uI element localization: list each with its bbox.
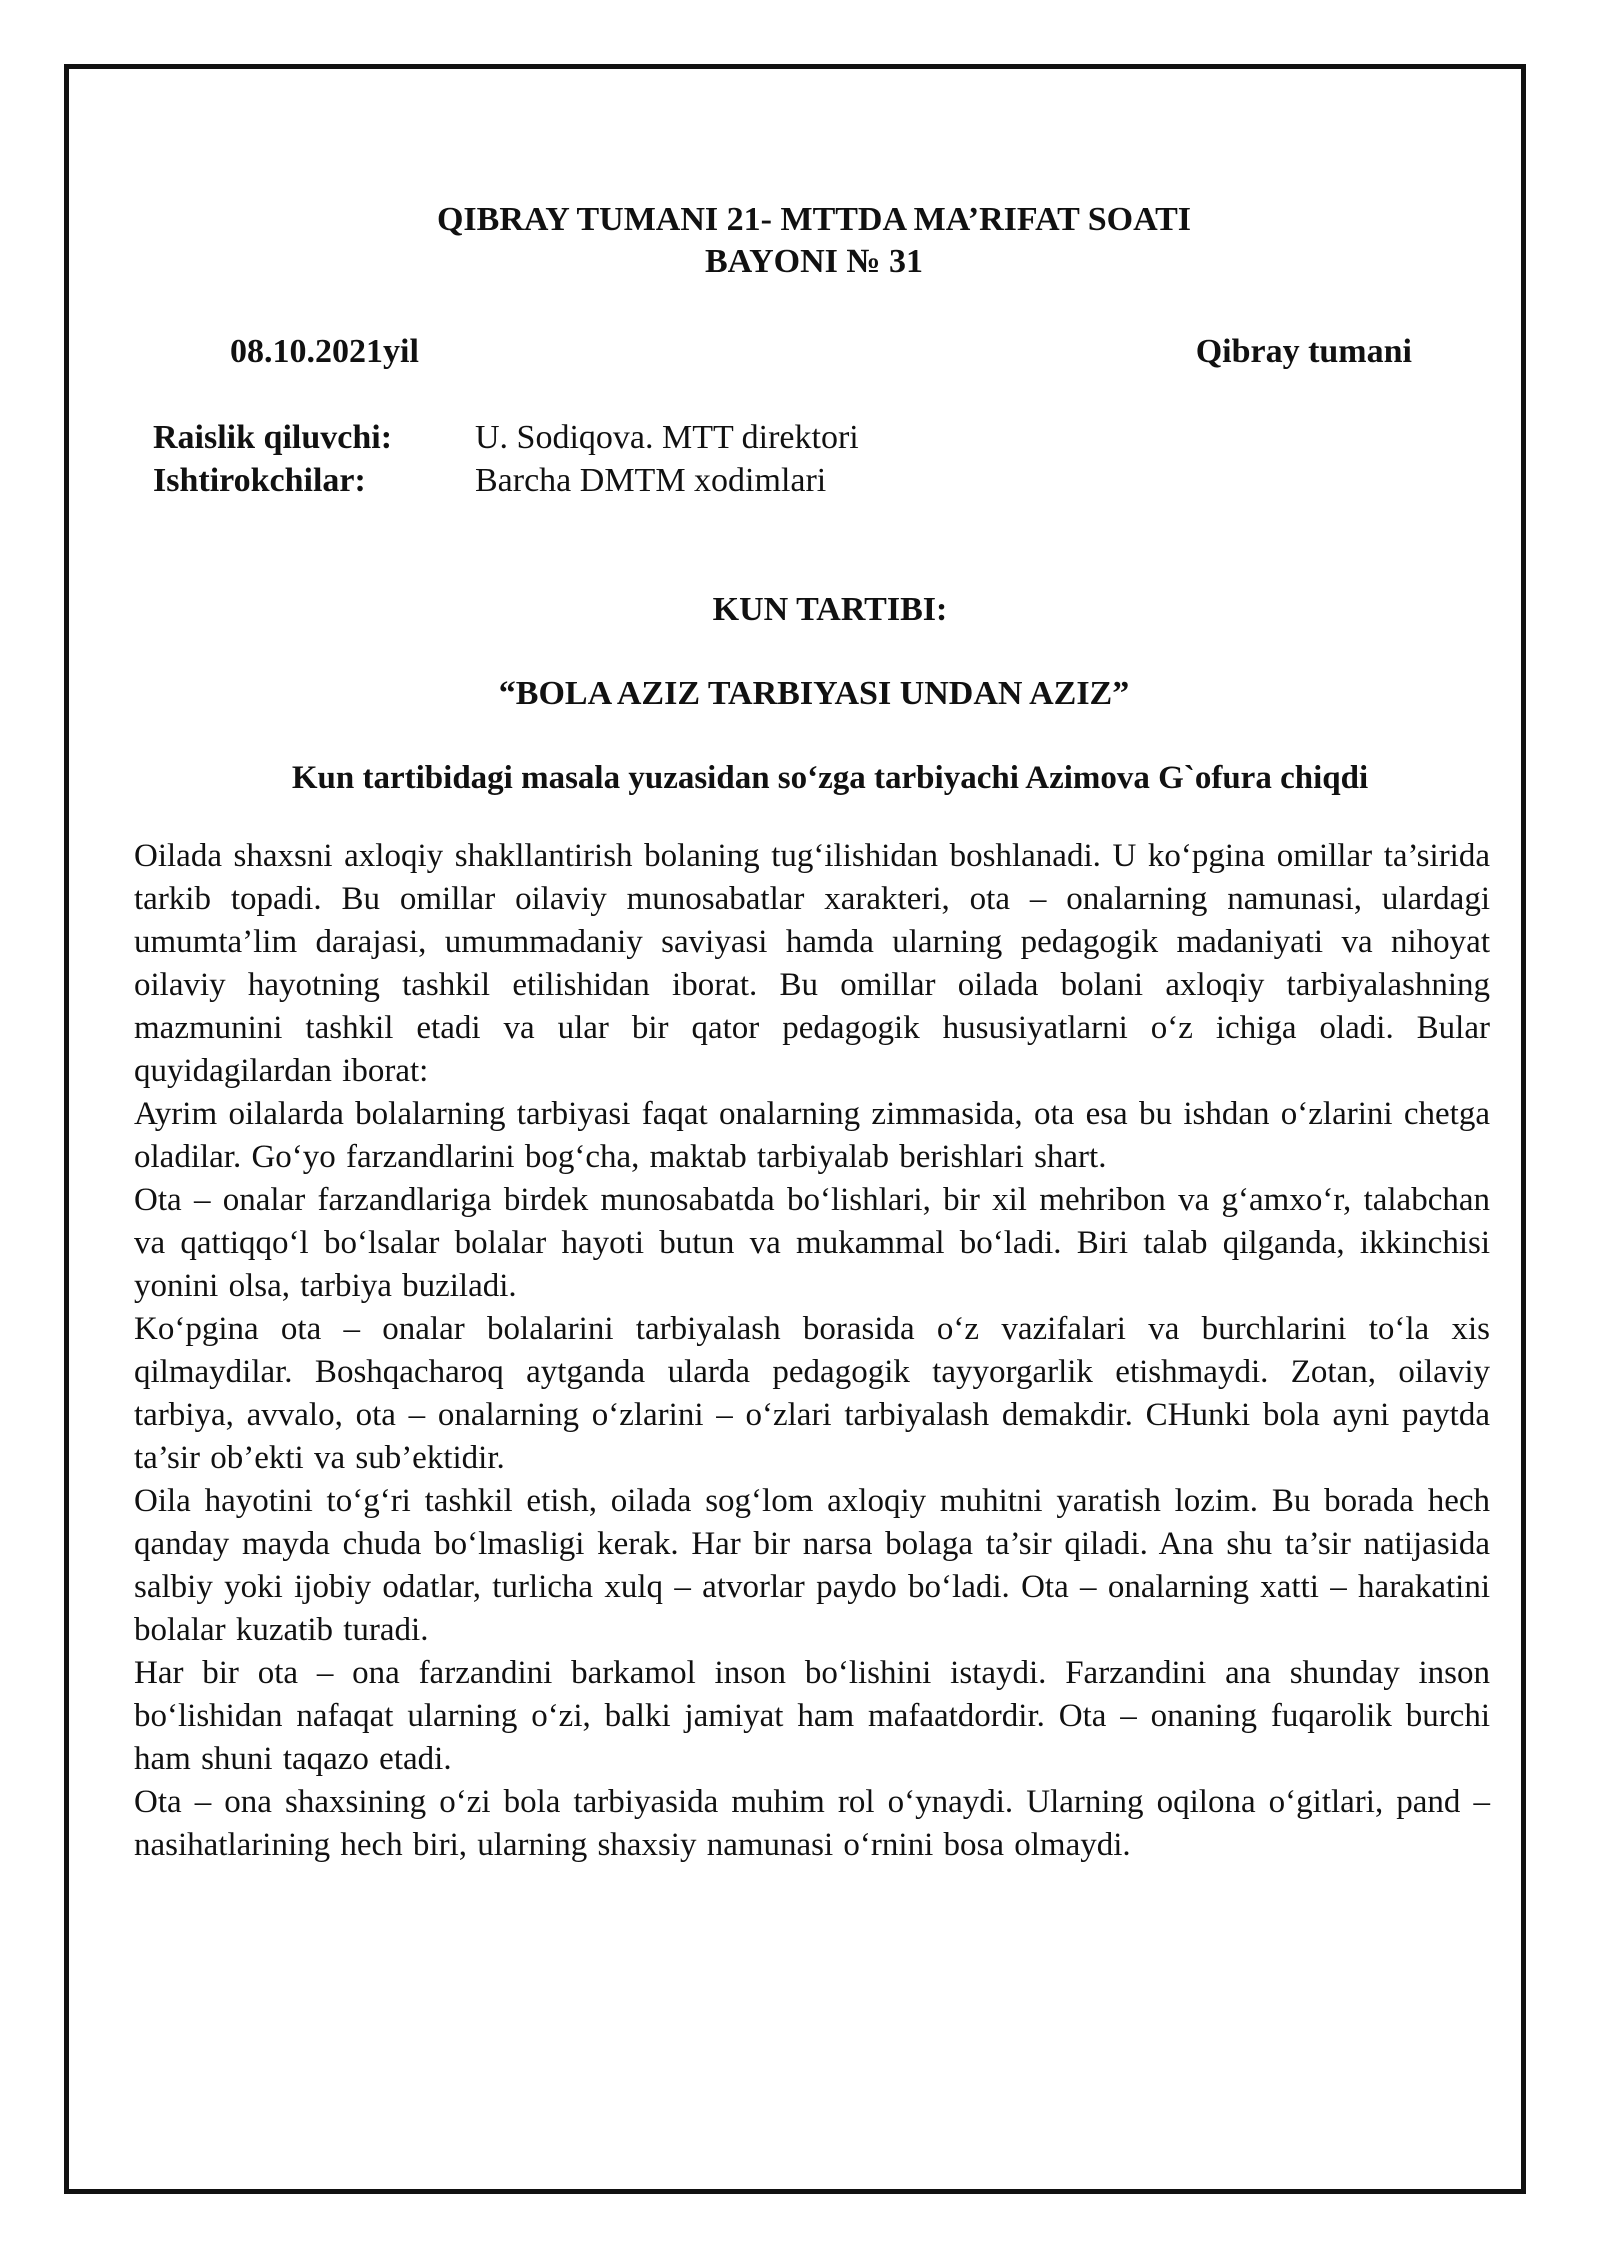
body-paragraph: Oila hayotini to‘g‘ri tashkil etish, oilada sog‘lom axloqiy muhitni yaratish lozim. Bu borada hech qanday mayda chuda bo‘lmasligi kerak. Har bir narsa bolaga ta’sir qiladi. Ana shu ta’sir natijasida salbiy yoki ijobiy odatlar, turlicha xulq – atvorlar paydo bo‘ladi. Ota – onalarning xatti – harakatini bolalar kuzatib turadi. [134,1483,1490,1648]
document-number: BAYONI № 31 [704,243,924,280]
participants-value: Barcha DMTM xodimlari [475,462,827,499]
document-place: Qibray tumani [1195,333,1412,370]
document-title: QIBRAY TUMANI 21- MTTDA MA’RIFAT SOATI [436,201,1192,238]
chair-value: U. Sodiqova. MTT direktori [475,419,859,456]
body-paragraph: Oilada shaxsni axloqiy shakllantirish bolaning tug‘ilishidan boshlanadi. U ko‘pgina omillar ta’sirida tarkib topadi. Bu omillar oilaviy munosabatlar xarakteri, ota – onalarning namunasi, ulardagi umumta’lim darajasi, umummadaniy saviyasi hamda ularning pedagogik madaniyati va nihoyat oilaviy hayotning tashkil etilishidan iborat. Bu omillar oilada bolani axloqiy tarbiyalashning mazmunini tashkil etadi va ular bir qator pedagogik hususiyatlarni o‘z ichiga oladi. Bular quyidagilardan iborat: [134,838,1490,1089]
body-paragraph: Har bir ota – ona farzandini barkamol inson bo‘lishini istaydi. Farzandini ana shunday inson bo‘lishidan nafaqat ularning o‘zi, balki jamiyat ham mafaatdordir. Ota – onaning fuqarolik burchi ham shuni taqazo etadi. [134,1655,1490,1777]
body-paragraph: Ota – onalar farzandlariga birdek munosabatda bo‘lishlari, bir xil mehribon va g‘amxo‘r, talabchan va qattiqqo‘l bo‘lsalar bolalar hayoti butun va mukammal bo‘ladi. Biri talab qilganda, ikkinchisi yonini olsa, tarbiya buziladi. [134,1182,1490,1304]
agenda-theme: “BOLA AZIZ TARBIYASI UNDAN AZIZ” [498,675,1130,712]
body-paragraph: Ayrim oilalarda bolalarning tarbiyasi faqat onalarning zimmasida, ota esa bu ishdan o‘zlarini chetga oladilar. Go‘yo farzandlarini bog‘cha, maktab tarbiyalab berishlari shart. [134,1096,1490,1175]
agenda-heading: KUN TARTIBI: [712,591,948,628]
participants-label: Ishtirokchilar: [153,462,366,499]
agenda-speaker: Kun tartibidagi masala yuzasidan so‘zga tarbiyachi Azimova G`ofura chiqdi [291,760,1369,796]
document-body [134,835,1490,1867]
chair-label: Raislik qiluvchi: [153,419,393,456]
body-paragraph: Ota – ona shaxsining o‘zi bola tarbiyasida muhim rol o‘ynaydi. Ularning oqilona o‘gitlari, pand – nasihatlarining hech biri, ularning shaxsiy namunasi o‘rnini bosa olmaydi. [134,1784,1490,1863]
document-date: 08.10.2021yil [230,333,419,370]
body-paragraph: Ko‘pgina ota – onalar bolalarini tarbiyalash borasida o‘z vazifalari va burchlarini to‘la xis qilmaydilar. Boshqacharoq aytganda ularda pedagogik tayyorgarlik etishmaydi. Zotan, oilaviy tarbiya, avvalo, ota – onalarning o‘zlarini – o‘zlari tarbiyalash demakdir. CHunki bola ayni paytda ta’sir ob’ekti va sub’ektidir. [134,1311,1490,1476]
